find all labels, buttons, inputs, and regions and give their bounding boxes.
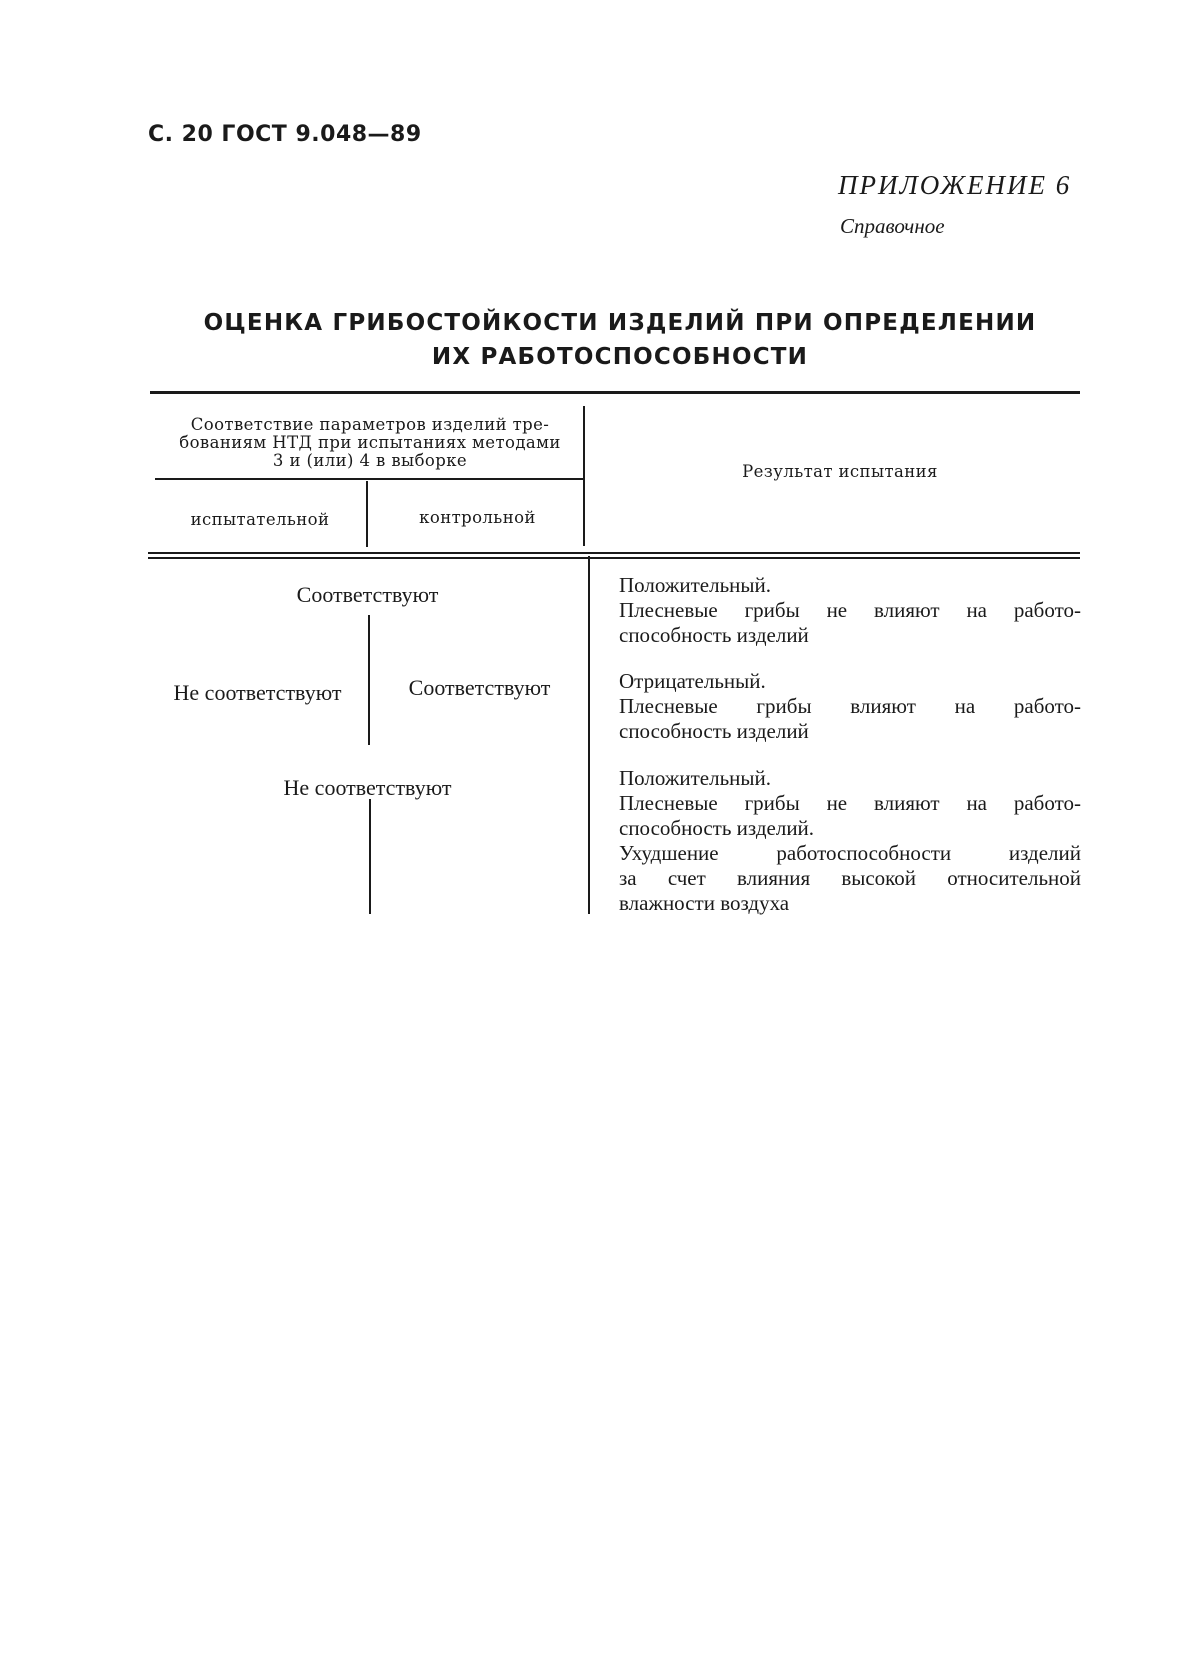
row1-result-line-2: Плесневые грибы не влияют на работо- xyxy=(619,598,1081,622)
row1-result-line-1: Положительный. xyxy=(619,573,771,597)
row3-result-line-1: Положительный. xyxy=(619,766,771,790)
row2-control-cell: Соответствуют xyxy=(408,675,551,700)
row2-result-line-1: Отрицательный. xyxy=(619,669,766,693)
row2-test-cell: Не соответствуют xyxy=(173,680,342,705)
header-col-divider-sub xyxy=(366,481,368,547)
row3-result-line-6: влажности воздуха xyxy=(619,891,790,915)
column-header-test-sample: испытательной xyxy=(190,510,330,529)
group-header-rule xyxy=(155,478,585,480)
header-col-divider-main xyxy=(583,406,585,546)
row2-result xyxy=(619,669,1081,744)
group-header-line-2: бованиям НТД при испытаниях методами xyxy=(179,433,561,452)
row1-result xyxy=(619,573,1081,648)
group-header-line-1: Соответствие параметров изделий тре- xyxy=(190,415,550,434)
row1-combined-cell: Соответствуют xyxy=(296,582,439,607)
document-title xyxy=(180,306,1060,374)
column-header-result: Результат испытания xyxy=(742,462,938,481)
row3-result-line-5: за счет влияния высокой относительной xyxy=(619,866,1081,890)
row2-result-line-3: способность изделий xyxy=(619,719,809,743)
row2-result-line-2: Плесневые грибы влияют на работо- xyxy=(619,694,1081,718)
row3-sample-divider xyxy=(369,799,371,914)
row2-sample-divider xyxy=(368,615,370,745)
document-title-line-2: ИХ РАБОТОСПОСОБНОСТИ xyxy=(431,344,809,370)
appendix-note: Справочное xyxy=(840,214,945,238)
row3-result xyxy=(619,766,1081,916)
row1-result-line-3: способность изделий xyxy=(619,623,809,647)
result-column-divider xyxy=(588,556,590,914)
header-bottom-rule-2 xyxy=(148,557,1080,559)
page-number-header: С. 20 ГОСТ 9.048—89 xyxy=(148,122,422,147)
row3-result-line-2: Плесневые грибы не влияют на работо- xyxy=(619,791,1081,815)
appendix-title: ПРИЛОЖЕНИЕ 6 xyxy=(838,170,1072,200)
header-bottom-rule-1 xyxy=(148,552,1080,554)
document-title-line-1: ОЦЕНКА ГРИБОСТОЙКОСТИ ИЗДЕЛИЙ ПРИ ОПРЕДЕЛЕНИИ xyxy=(203,310,1037,336)
group-header-line-3: 3 и (или) 4 в выборке xyxy=(272,451,468,470)
row3-result-line-3: способность изделий. xyxy=(619,816,815,840)
table-top-rule xyxy=(150,391,1080,394)
row3-result-line-4: Ухудшение работоспособности изделий xyxy=(619,841,1081,865)
row3-combined-cell: Не соответствуют xyxy=(283,775,452,800)
column-header-control-sample: контрольной xyxy=(419,508,536,527)
group-header xyxy=(160,416,580,470)
